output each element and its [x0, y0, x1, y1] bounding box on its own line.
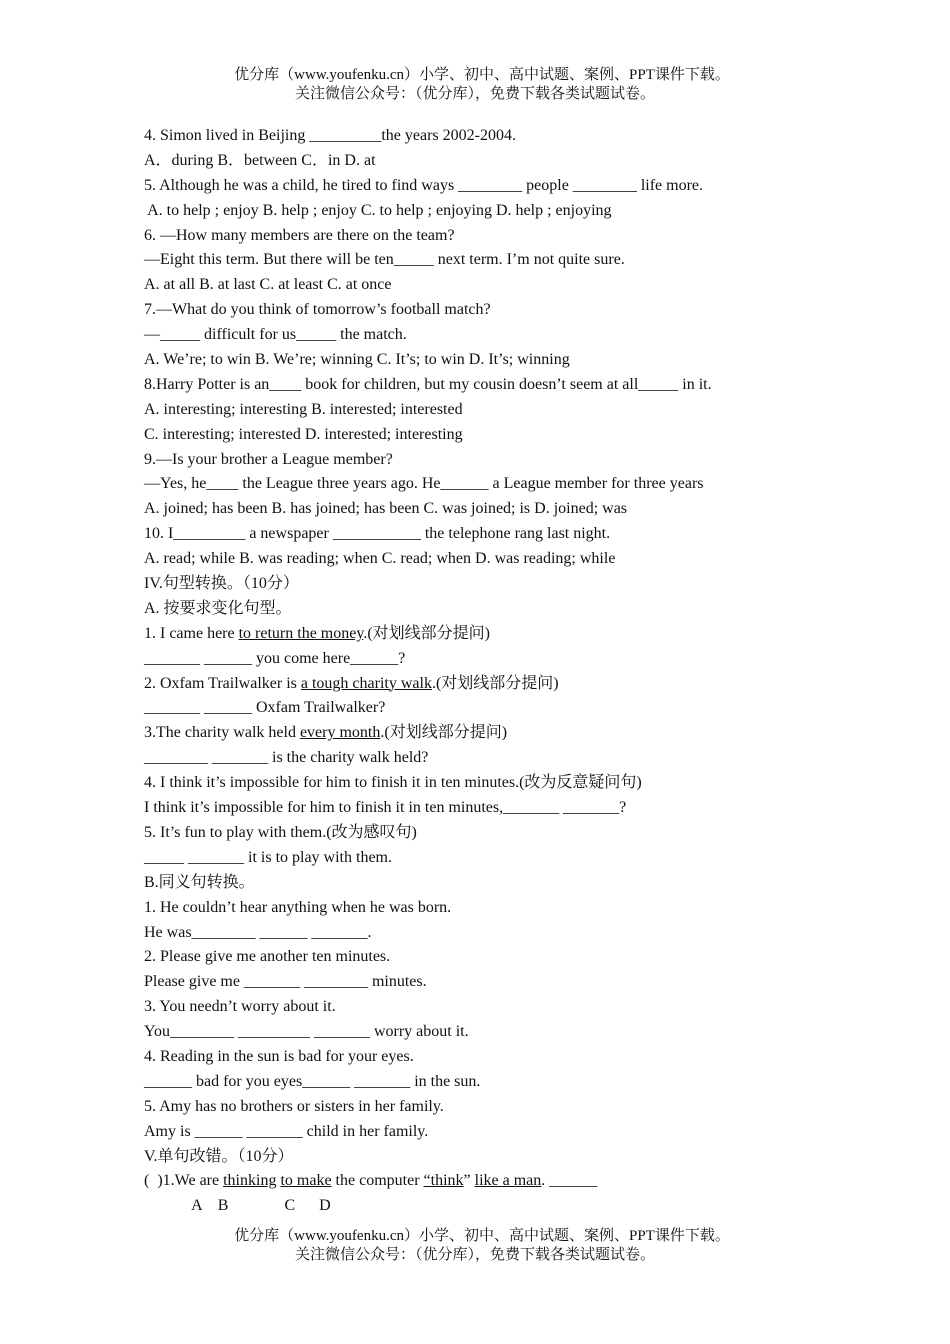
text-line	[144, 298, 884, 323]
text-line	[144, 248, 884, 273]
text-segment: A B C D	[144, 1197, 331, 1215]
text-line	[144, 398, 884, 423]
text-segment: 5. It’s fun to play with them.(改为感叹句)	[144, 823, 417, 841]
text-line	[144, 1095, 884, 1120]
text-segment: 5. Amy has no brothers or sisters in her family.	[144, 1097, 444, 1115]
text-line	[144, 597, 884, 622]
text-segment: ( )1.We are	[144, 1172, 224, 1190]
text-segment: A. read; while B. was reading; when C. read; when D. was reading; while	[144, 550, 616, 568]
text-segment: B.同义句转换。	[144, 873, 255, 891]
underlined-segment: like a man	[474, 1172, 542, 1190]
text-line	[144, 821, 884, 846]
text-segment: —Yes, he____ the League three years ago. He______ a League member for three years	[144, 475, 704, 493]
text-line	[144, 1020, 884, 1045]
text-line	[144, 497, 884, 522]
text-line	[144, 1070, 884, 1095]
text-line	[144, 721, 884, 746]
text-segment: .(对划线部分提问)	[380, 724, 508, 742]
text-line	[144, 1120, 884, 1145]
text-line	[144, 970, 884, 995]
text-segment: A. at all B. at last C. at least C. at once	[144, 276, 392, 294]
exercise-content	[144, 124, 884, 1219]
text-segment: _______ ______ you come here______?	[144, 649, 406, 667]
text-line	[144, 572, 884, 597]
text-line	[144, 323, 884, 348]
underlined-segment: to return the money	[238, 624, 364, 642]
text-segment: 2. Please give me another ten minutes.	[144, 948, 391, 966]
text-line	[144, 273, 884, 298]
text-segment: 8.Harry Potter is an____ book for children, but my cousin doesn’t seem at all_____ in it.	[144, 375, 712, 393]
text-line	[144, 348, 884, 373]
text-line	[144, 945, 884, 970]
text-segment: A. joined; has been B. has joined; has been C. was joined; is D. joined; was	[144, 500, 628, 518]
text-segment: A. We’re; to win B. We’re; winning C. It’s; to win D. It’s; winning	[144, 351, 570, 369]
footer-line-2: 关注微信公众号：（优分库），免费下载各类试题试卷。	[294, 1247, 655, 1263]
text-line	[144, 896, 884, 921]
text-segment: —_____ difficult for us_____ the match.	[144, 326, 407, 344]
text-line	[144, 373, 884, 398]
text-line	[144, 472, 884, 497]
text-segment: 4. Simon lived in Beijing _________the years 2002-2004.	[144, 127, 516, 144]
text-segment: 5. Although he was a child, he tired to find ways ________ people ________ life more.	[144, 176, 704, 194]
text-line	[144, 871, 884, 896]
text-segment: 6. —How many members are there on the team?	[144, 226, 455, 244]
text-line	[144, 846, 884, 871]
text-line	[144, 771, 884, 796]
text-line	[144, 174, 884, 199]
text-segment: _______ ______ Oxfam Trailwalker?	[144, 699, 386, 717]
text-segment: 3. You needn’t worry about it.	[144, 998, 336, 1016]
underlined-segment: “think	[423, 1172, 464, 1190]
text-segment: 9.—Is your brother a League member?	[144, 450, 393, 468]
text-segment: .(对划线部分提问)	[431, 674, 559, 692]
text-line	[144, 796, 884, 821]
text-line	[144, 149, 884, 174]
page-footer	[0, 1227, 950, 1265]
text-segment: ________ _______ is the charity walk held?	[144, 749, 429, 767]
text-segment: You________ _________ _______ worry about it.	[144, 1023, 469, 1041]
underlined-segment: a tough charity walk	[300, 674, 432, 692]
text-segment: IV.句型转换。（10分）	[144, 575, 299, 593]
text-segment: A. interesting; interesting B. interested; interested	[144, 400, 463, 418]
text-line	[144, 448, 884, 473]
text-segment: —Eight this term. But there will be ten_____ next term. I’m not quite sure.	[144, 251, 625, 269]
text-segment: Please give me _______ ________ minutes.	[144, 973, 427, 991]
text-line	[144, 746, 884, 771]
page-header	[0, 66, 950, 104]
text-line	[144, 547, 884, 572]
text-segment: V.单句改错。（10分）	[144, 1147, 294, 1165]
text-segment: ”	[463, 1172, 475, 1190]
text-segment: 10. I_________ a newspaper ___________ the telephone rang last night.	[144, 525, 611, 543]
text-segment: A．during B．between C．in D. at	[144, 151, 376, 169]
text-line	[144, 423, 884, 448]
text-line	[144, 696, 884, 721]
underlined-segment: to make	[280, 1172, 332, 1190]
text-segment: . ______	[541, 1172, 598, 1190]
text-line	[144, 124, 884, 149]
text-segment: He was________ ______ _______.	[144, 923, 372, 941]
text-segment: the computer	[331, 1172, 424, 1190]
footer-line-1: 优分库（www.youfenku.cn）小学、初中、高中试题、案例、PPT课件下载。	[234, 1228, 730, 1244]
text-line	[144, 522, 884, 547]
text-segment: Amy is ______ _______ child in her family.	[144, 1122, 429, 1140]
text-line	[144, 224, 884, 249]
text-line	[144, 1045, 884, 1070]
text-line	[144, 647, 884, 672]
text-line	[144, 622, 884, 647]
text-segment: 1. I came here	[144, 624, 239, 642]
text-segment: 4. I think it’s impossible for him to finish it in ten minutes.(改为反意疑问句)	[144, 774, 642, 792]
text-line	[144, 1169, 884, 1194]
text-segment: 7.—What do you think of tomorrow’s football match?	[144, 301, 491, 319]
text-segment: 1. He couldn’t hear anything when he was born.	[144, 898, 452, 916]
text-line	[144, 921, 884, 946]
text-segment: 3.The charity walk held	[144, 724, 300, 742]
header-line-2: 关注微信公众号：（优分库），免费下载各类试题试卷。	[294, 86, 655, 102]
text-line	[144, 199, 884, 224]
text-segment: A. to help ; enjoy B. help ; enjoy C. to help ; enjoying D. help ; enjoying	[144, 201, 612, 219]
text-segment: I think it’s impossible for him to finish it in ten minutes,_______ _______?	[144, 799, 627, 817]
header-line-1: 优分库（www.youfenku.cn）小学、初中、高中试题、案例、PPT课件下载。	[234, 67, 730, 83]
text-segment: ______ bad for you eyes______ _______ in the sun.	[144, 1072, 481, 1090]
text-segment: 2. Oxfam Trailwalker is	[144, 674, 301, 692]
underlined-segment: every month	[299, 724, 381, 742]
text-segment: A. 按要求变化句型。	[144, 599, 292, 617]
underlined-segment: thinking	[223, 1172, 277, 1190]
text-line	[144, 995, 884, 1020]
text-segment: C. interesting; interested D. interested; interesting	[144, 425, 463, 443]
text-segment: _____ _______ it is to play with them.	[144, 848, 392, 866]
text-segment: .(对划线部分提问)	[363, 624, 490, 642]
text-line	[144, 672, 884, 697]
text-segment: 4. Reading in the sun is bad for your eyes.	[144, 1047, 414, 1065]
text-line	[144, 1194, 884, 1219]
text-line	[144, 1145, 884, 1170]
